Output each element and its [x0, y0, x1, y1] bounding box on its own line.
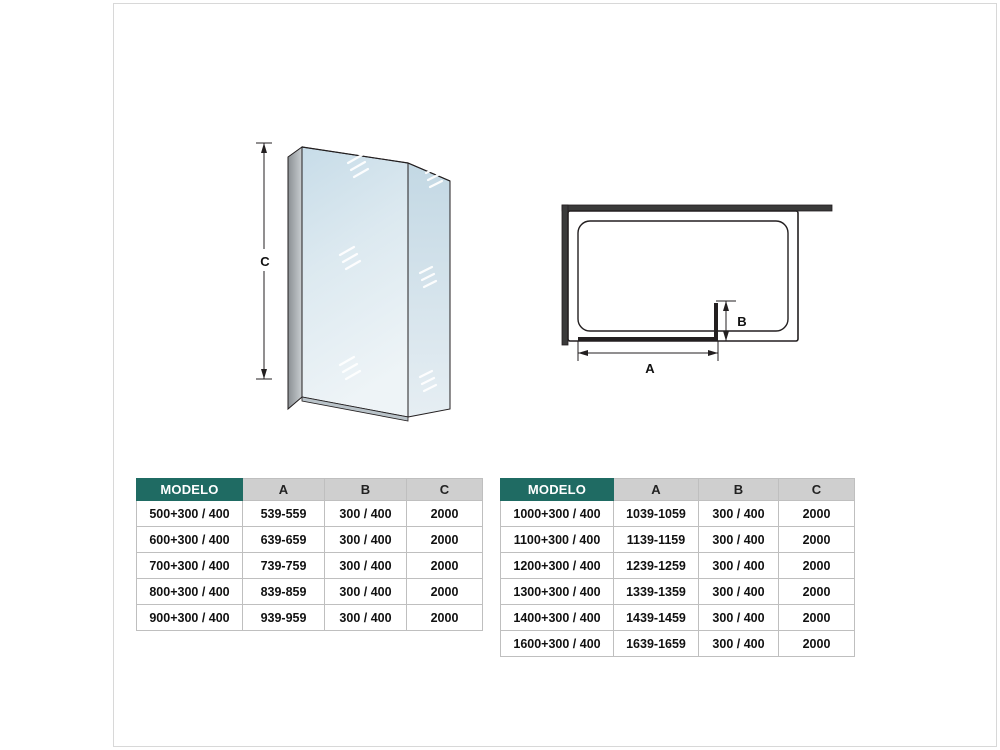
- cell-a: 639-659: [243, 527, 325, 553]
- cell-modelo: 500+300 / 400: [137, 501, 243, 527]
- cell-c: 2000: [779, 631, 855, 657]
- col-header-modelo: MODELO: [501, 479, 614, 501]
- isometric-svg: [240, 125, 510, 435]
- col-header-a: A: [243, 479, 325, 501]
- shower-tray-inner: [578, 221, 788, 331]
- cell-modelo: 1400+300 / 400: [501, 605, 614, 631]
- cell-b: 300 / 400: [325, 501, 407, 527]
- return-glass-panel: [408, 163, 450, 417]
- cell-modelo: 600+300 / 400: [137, 527, 243, 553]
- plan-drawing: [540, 195, 860, 385]
- cell-b: 300 / 400: [699, 605, 779, 631]
- cell-a: 539-559: [243, 501, 325, 527]
- cell-a: 1139-1159: [614, 527, 699, 553]
- cell-c: 2000: [779, 579, 855, 605]
- cell-modelo: 800+300 / 400: [137, 579, 243, 605]
- wall-side-line: [562, 205, 568, 345]
- cell-c: 2000: [407, 501, 483, 527]
- cell-a: 939-959: [243, 605, 325, 631]
- table-row: [501, 631, 855, 657]
- cell-c: 2000: [407, 605, 483, 631]
- table-row: [501, 579, 855, 605]
- cell-a: 1339-1359: [614, 579, 699, 605]
- cell-modelo: 1600+300 / 400: [501, 631, 614, 657]
- dimension-label-a: A: [645, 361, 655, 376]
- cell-modelo: 1000+300 / 400: [501, 501, 614, 527]
- cell-b: 300 / 400: [699, 527, 779, 553]
- cell-b: 300 / 400: [325, 553, 407, 579]
- cell-b: 300 / 400: [325, 527, 407, 553]
- table-row: [137, 553, 483, 579]
- table-row: [501, 527, 855, 553]
- cell-b: 300 / 400: [699, 631, 779, 657]
- modelo-table-right: [500, 478, 855, 657]
- table-row: [137, 605, 483, 631]
- cell-a: 739-759: [243, 553, 325, 579]
- modelo-table-left: [136, 478, 483, 631]
- col-header-c: C: [407, 479, 483, 501]
- cell-c: 2000: [779, 527, 855, 553]
- cell-a: 839-859: [243, 579, 325, 605]
- cell-a: 1439-1459: [614, 605, 699, 631]
- return-panel-plan: [714, 303, 718, 341]
- cell-c: 2000: [779, 553, 855, 579]
- plan-svg: [540, 195, 860, 385]
- cell-modelo: 1300+300 / 400: [501, 579, 614, 605]
- cell-modelo: 1200+300 / 400: [501, 553, 614, 579]
- col-header-c: C: [779, 479, 855, 501]
- table-row: [137, 527, 483, 553]
- col-header-modelo: MODELO: [137, 479, 243, 501]
- cell-c: 2000: [407, 579, 483, 605]
- cell-b: 300 / 400: [325, 579, 407, 605]
- cell-a: 1039-1059: [614, 501, 699, 527]
- table-header-row: [501, 479, 855, 501]
- wall-line: [562, 205, 832, 211]
- col-header-b: B: [699, 479, 779, 501]
- cell-c: 2000: [779, 501, 855, 527]
- main-glass-panel: [302, 147, 408, 417]
- col-header-a: A: [614, 479, 699, 501]
- dimension-label-b: B: [737, 314, 747, 329]
- wall-profile: [288, 147, 302, 409]
- col-header-b: B: [325, 479, 407, 501]
- cell-c: 2000: [407, 527, 483, 553]
- table-row: [137, 579, 483, 605]
- table-row: [501, 553, 855, 579]
- cell-a: 1239-1259: [614, 553, 699, 579]
- isometric-drawing: [240, 125, 510, 435]
- cell-a: 1639-1659: [614, 631, 699, 657]
- table-row: [137, 501, 483, 527]
- cell-c: 2000: [407, 553, 483, 579]
- table-row: [501, 501, 855, 527]
- cell-b: 300 / 400: [699, 501, 779, 527]
- dimension-label-c: C: [260, 254, 270, 269]
- cell-c: 2000: [779, 605, 855, 631]
- cell-b: 300 / 400: [699, 553, 779, 579]
- cell-modelo: 900+300 / 400: [137, 605, 243, 631]
- cell-modelo: 1100+300 / 400: [501, 527, 614, 553]
- cell-b: 300 / 400: [325, 605, 407, 631]
- table-row: [501, 605, 855, 631]
- cell-b: 300 / 400: [699, 579, 779, 605]
- main-panel-plan: [578, 337, 718, 341]
- table-header-row: [137, 479, 483, 501]
- cell-modelo: 700+300 / 400: [137, 553, 243, 579]
